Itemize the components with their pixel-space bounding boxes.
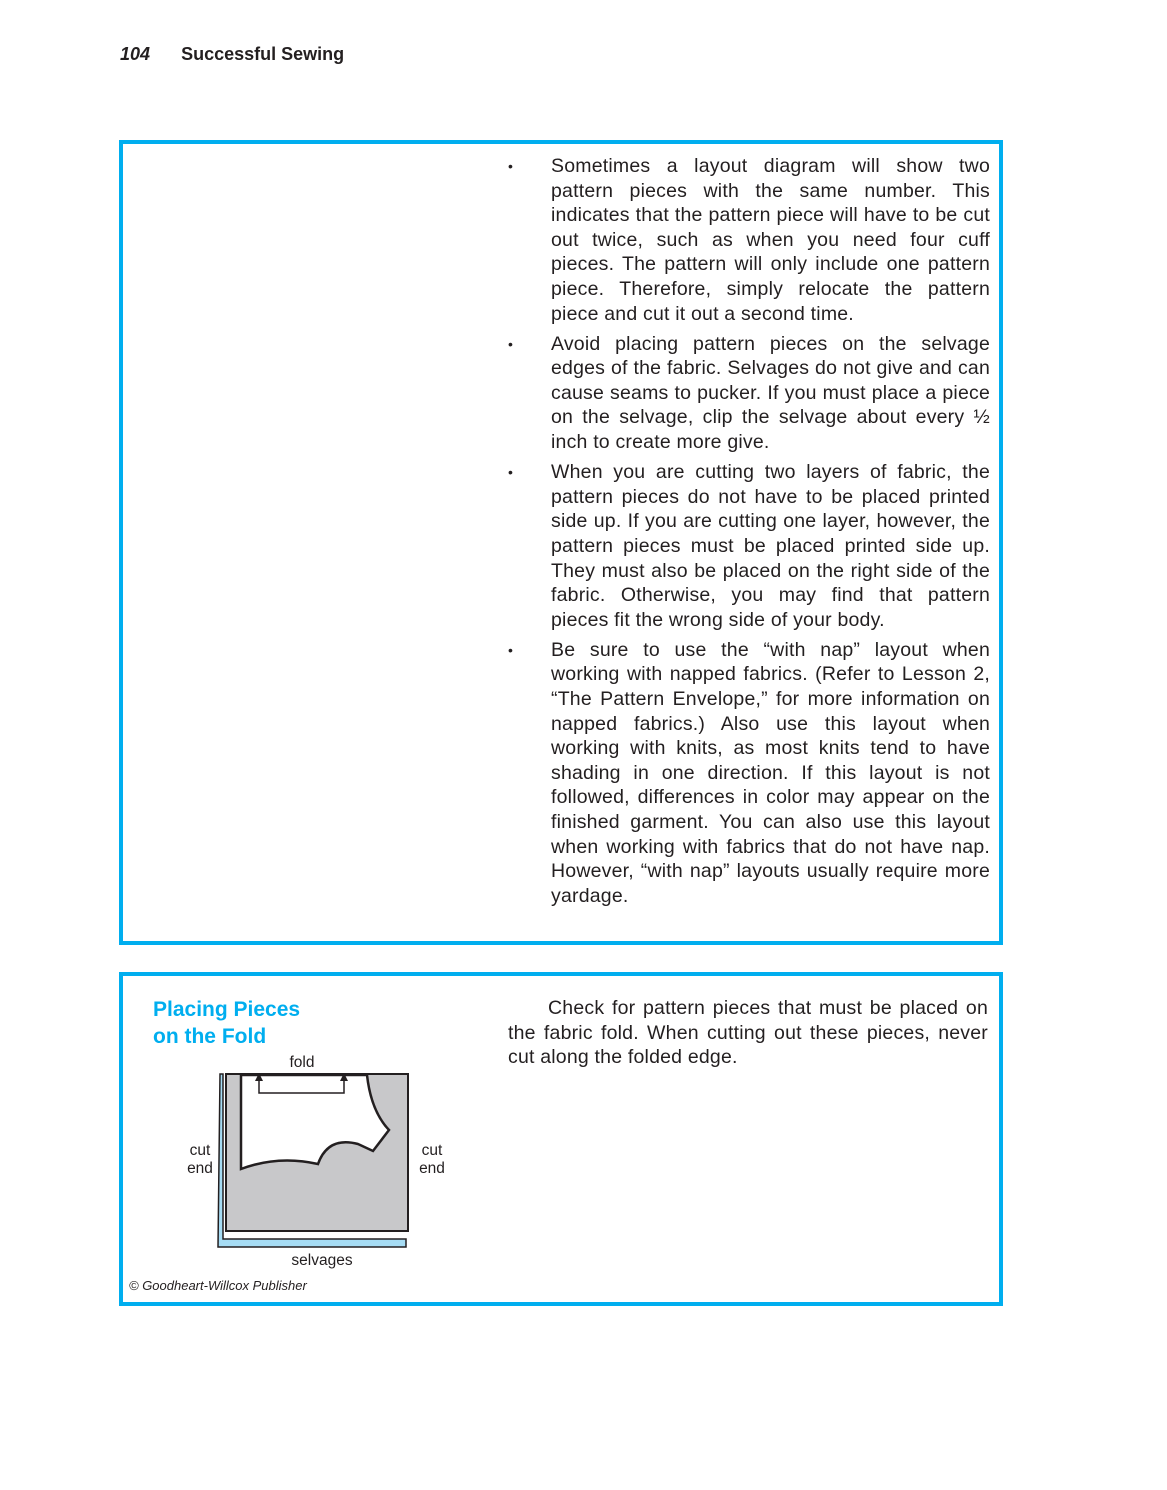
fold-section-box <box>119 972 1003 1306</box>
fold-body-text: Check for pattern pieces that must be placed on the fabric fold. When cutting out these pieces, never cut along the folded edge. <box>508 997 988 1069</box>
svg-text:end: end <box>419 1160 445 1177</box>
label-cut-end-right: cut <box>421 1142 443 1159</box>
list-item: • Sometimes a layout diagram will show two pattern pieces with the same number. This indicates that the pattern piece will have to be cut out twice, such as when you need four cuff pieces. The pattern will only include one pattern piece. Therefore, simply relocate the pattern piece and cut it out a second time. <box>508 155 990 325</box>
label-fold: fold <box>289 1054 315 1071</box>
tips-box <box>119 140 1003 945</box>
svg-text:end: end <box>187 1160 213 1177</box>
label-selvages: selvages <box>291 1252 353 1269</box>
label-cut-end-left: cut <box>189 1142 211 1159</box>
tips-list <box>508 154 990 914</box>
bullet-icon: • <box>508 641 514 658</box>
list-item: • When you are cutting two layers of fabric, the pattern pieces do not have to be placed printed side up. If you are cutting one layer, however, the pattern pieces must be placed printed side up. They must also be placed on the right side of the fabric. Otherwise, you may find that pattern pieces fit the wrong side of your body. <box>508 461 990 631</box>
list-item: • Be sure to use the “with nap” layout when working with napped fabrics. (Refer to Lesson 2, “The Pattern Envelope,” for more information on napped fabrics.) Also use this layout when working with knits, as most knits tend to have shading in one direction. If this layout is not followed, differences in color may appear on the finished garment. You can also use this layout when working with fabrics that do not have nap. However, “with nap” layouts usually require more yardage. <box>508 638 990 907</box>
running-header <box>120 44 344 65</box>
bullet-icon: • <box>508 158 514 174</box>
section-heading: Placing Pieces on the Fold <box>153 998 301 1048</box>
page-number: 104 <box>120 44 151 64</box>
bullet-icon: • <box>508 335 514 352</box>
book-title: Successful Sewing <box>181 44 345 64</box>
bullet-icon: • <box>508 464 514 481</box>
list-item: • Avoid placing pattern pieces on the selvage edges of the fabric. Selvages do not give and can cause seams to pucker. If you must place a piece on the selvage, clip the selvage about every ½ inch to create more give. <box>508 332 990 454</box>
fold-layout-diagram <box>178 1051 478 1276</box>
copyright-credit: © Goodheart-Willcox Publisher <box>129 1278 307 1293</box>
